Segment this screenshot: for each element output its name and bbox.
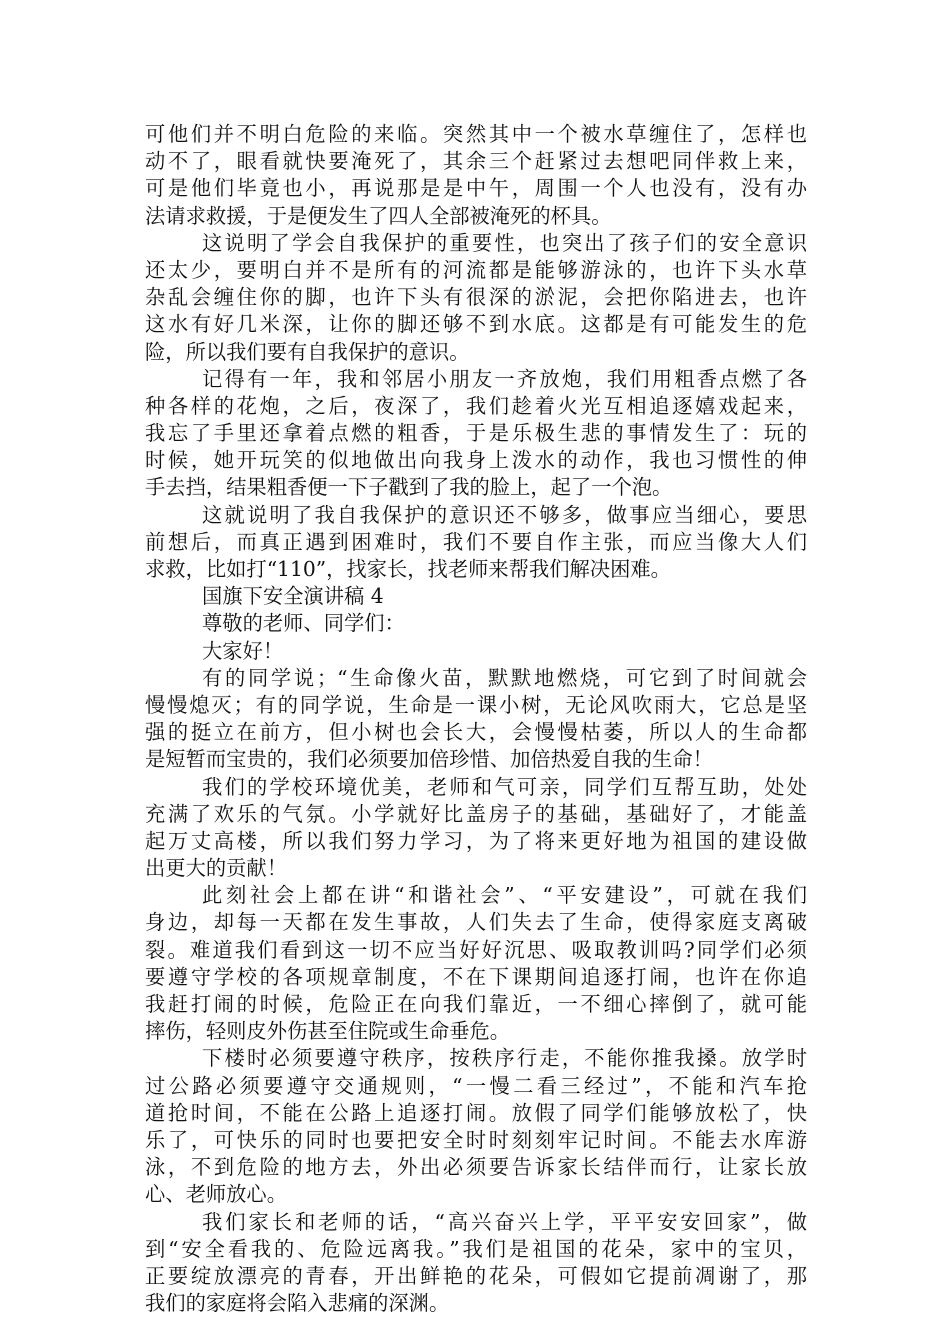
text-line: 还太少，要明白并不是所有的河流都是能够游泳的，也许下头水草 <box>145 257 807 282</box>
text-line: 种各样的花炮，之后，夜深了，我们趁着火光互相追逐嬉戏起来， <box>145 393 807 418</box>
text-line: 动不了，眼看就快要淹死了，其余三个赶紧过去想吧同伴救上来， <box>145 149 807 174</box>
text-line: 道抢时间，不能在公路上追逐打闹。放假了同学们能够放松了，快 <box>145 1100 807 1125</box>
text-line: 求救，比如打“110”，找家长，找老师来帮我们解决困难。 <box>145 557 671 581</box>
document-page <box>145 121 807 1317</box>
text-line: 国旗下安全演讲稿 4 <box>202 584 384 609</box>
text-line: 我们的家庭将会陷入悲痛的深渊。 <box>145 1291 450 1316</box>
text-line: 前想后，而真正遇到困难时，我们不要自作主张，而应当像大人们 <box>145 529 807 554</box>
text-line: 尊敬的老师、同学们： <box>202 611 405 636</box>
text-line: 慢慢熄灭；有的同学说，生命是一课小树，无论风吹雨大，它总是坚 <box>145 692 807 717</box>
text-line: 心、老师放心。 <box>145 1182 287 1207</box>
text-line: 这就说明了我自我保护的意识还不够多，做事应当细心，要思 <box>202 502 807 527</box>
text-line: 出更大的贡献！ <box>145 856 287 881</box>
text-line: 要遵守学校的各项规章制度，不在下课期间追逐打闹，也许在你追 <box>145 964 807 989</box>
text-line: 可他们并不明白危险的来临。突然其中一个被水草缠住了，怎样也 <box>145 122 807 146</box>
text-line: 记得有一年，我和邻居小朋友一齐放炮，我们用粗香点燃了各 <box>202 366 807 391</box>
text-line: 正要绽放漂亮的青春，开出鲜艳的花朵，可假如它提前凋谢了，那 <box>145 1263 807 1288</box>
text-line: 到“安全看我的、危险远离我。”我们是祖国的花朵，家中的宝贝， <box>145 1236 807 1261</box>
text-line: 杂乱会缠住你的脚，也许下头有很深的淤泥，会把你陷进去，也许 <box>145 285 807 310</box>
text-line: 我们的学校环境优美，老师和气可亲，同学们互帮互助，处处 <box>202 774 807 799</box>
text-line: 充满了欢乐的气氛。小学就好比盖房子的基础，基础好了，才能盖 <box>145 801 807 826</box>
text-line: 裂。难道我们看到这一切不应当好好沉思、吸取教训吗?同学们必须 <box>145 937 807 962</box>
text-line: 下楼时必须要遵守秩序，按秩序行走，不能你推我搡。放学时 <box>202 1046 807 1071</box>
text-line: 我们家长和老师的话，“高兴奋兴上学，平平安安回家”，做 <box>202 1209 807 1234</box>
text-line: 强的挺立在前方，但小树也会长大，会慢慢枯萎，所以人的生命都 <box>145 720 807 745</box>
text-line: 时候，她开玩笑的似地做出向我身上泼水的动作，我也习惯性的伸 <box>145 448 807 473</box>
text-line: 险，所以我们要有自我保护的意识。 <box>145 339 470 364</box>
text-line: 乐了，可快乐的同时也要把安全时时刻刻牢记时间。不能去水库游 <box>145 1127 807 1152</box>
text-line: 此刻社会上都在讲“和谐社会”、“平安建设”，可就在我们 <box>202 883 807 908</box>
text-line: 我忘了手里还拿着点燃的粗香，于是乐极生悲的事情发生了：玩的 <box>145 421 807 446</box>
text-line: 泳，不到危险的地方去，外出必须要告诉家长结伴而行，让家长放 <box>145 1155 807 1180</box>
text-line: 手去挡，结果粗香便一下子戳到了我的脸上，起了一个泡。 <box>145 475 673 500</box>
text-line: 可是他们毕竟也小，再说那是是中午，周围一个人也没有，没有办 <box>145 176 807 201</box>
text-line: 大家好！ <box>202 638 284 663</box>
text-line: 过公路必须要遵守交通规则，“一慢二看三经过”，不能和汽车抢 <box>145 1073 807 1098</box>
text-line: 是短暂而宝贵的，我们必须要加倍珍惜、加倍热爱自我的生命！ <box>145 747 713 772</box>
text-line: 法请求救援，于是便发生了四人全部被淹死的杯具。 <box>145 203 612 228</box>
text-line: 摔伤，轻则皮外伤甚至住院或生命垂危。 <box>145 1019 511 1044</box>
text-line: 这水有好几米深，让你的脚还够不到水底。这都是有可能发生的危 <box>145 312 807 337</box>
text-line: 身边，却每一天都在发生事故，人们失去了生命，使得家庭支离破 <box>145 910 807 935</box>
text-line: 有的同学说；“生命像火苗，默默地燃烧，可它到了时间就会 <box>202 665 807 690</box>
text-line: 我赶打闹的时候，危险正在向我们靠近，一不细心摔倒了，就可能 <box>145 992 807 1016</box>
text-line: 起万丈高楼，所以我们努力学习，为了将来更好地为祖国的建设做 <box>145 828 807 853</box>
text-line: 这说明了学会自我保护的重要性，也突出了孩子们的安全意识 <box>202 230 807 255</box>
